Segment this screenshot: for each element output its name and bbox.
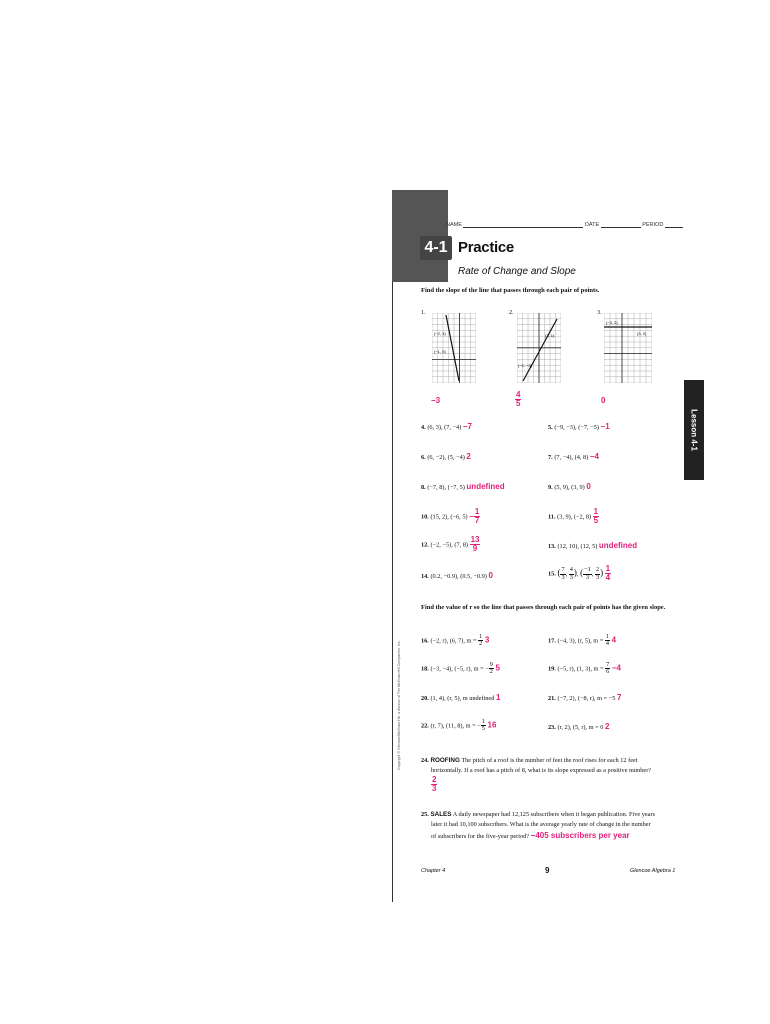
- answer-22: 16: [487, 720, 497, 730]
- problem-22: [421, 719, 496, 733]
- problem-8-number: 8.: [421, 484, 426, 491]
- problem-5: [548, 422, 610, 431]
- problem-4: [421, 422, 472, 431]
- problem-10-number: 10.: [421, 513, 429, 521]
- problem-17-number: 17.: [548, 637, 556, 645]
- answer-24-fraction: [431, 776, 437, 793]
- answer-13: undefined: [598, 541, 638, 550]
- answer-11-den: 5: [593, 516, 599, 525]
- problem-16: [421, 634, 489, 648]
- answer-24-den: 3: [432, 783, 437, 793]
- answer-7: −4: [589, 452, 599, 461]
- problem-24-text-2: horizontally. If a roof has a pitch of 8, what is its slope expressed as a positive number?: [431, 766, 652, 774]
- problem-11-text: (3, 9), (−2, 8): [557, 513, 592, 521]
- problem-17-text: (−4, 3), (r, 5), m =: [557, 637, 604, 645]
- graph-2-point-a: (3, 1): [545, 333, 555, 338]
- problem-19: [548, 662, 621, 676]
- answer-24-num: 2: [432, 774, 437, 784]
- problem-20-text: (1, 4), (r, 5), m undefined: [430, 695, 495, 702]
- answer-8: undefined: [466, 482, 505, 491]
- problem-24-number: 24.: [421, 757, 429, 764]
- problem-13-number: 13.: [548, 543, 556, 550]
- problem-3-number: 3.: [597, 309, 602, 316]
- problem-21-number: 21.: [548, 695, 556, 702]
- answer-21: 7: [616, 693, 622, 702]
- problem-25: [421, 810, 655, 842]
- problem-16-m-den: 2: [479, 640, 483, 648]
- answer-9: 0: [586, 482, 591, 491]
- problem-22-number: 22.: [421, 722, 429, 730]
- problem-16-m-num: 1: [479, 633, 483, 640]
- problem-14-text: (0.2, −0.9), (0.5, −0.9): [430, 573, 487, 580]
- problem-18-number: 18.: [421, 665, 429, 673]
- problem-16-text: (−2, r), (6, 7), m =: [430, 637, 477, 645]
- problem-7-text: (7, −4), (4, 8): [554, 454, 589, 461]
- p15-b: 3: [561, 573, 565, 581]
- problem-8-text: (−7, 8), (−7, 5): [427, 484, 465, 491]
- worksheet-header: [446, 222, 683, 228]
- answer-10-num: 1: [474, 507, 480, 516]
- p15-c: 4: [569, 566, 573, 574]
- answer-10-den: 7: [474, 516, 480, 525]
- problem-1-number: 1.: [421, 309, 426, 316]
- problem-14-number: 14.: [421, 573, 429, 580]
- lesson-side-tab: [684, 380, 704, 480]
- problem-18-m-num: 9: [489, 661, 493, 668]
- problem-10: [421, 508, 480, 525]
- graph-3-point-b: (3, 2): [637, 331, 647, 336]
- problem-9: [548, 482, 591, 491]
- problem-25-text-3: of subscribers for the five-year period?: [431, 832, 530, 840]
- problem-16-number: 16.: [421, 637, 429, 645]
- side-tab-label: Lesson 4-1: [689, 409, 699, 451]
- answer-17: 4: [611, 635, 617, 645]
- graph-3-point-a: (−3, 2): [606, 320, 618, 325]
- footer-page-number: 9: [545, 866, 550, 875]
- problem-24-label: ROOFING: [430, 757, 460, 764]
- name-line: [463, 227, 583, 228]
- answer-15-fraction: [605, 565, 611, 582]
- problem-23-number: 23.: [548, 724, 556, 731]
- problem-19-number: 19.: [548, 665, 556, 673]
- problem-10-text: (15, 2), (−6, 5): [430, 513, 468, 521]
- problem-19-text: (−5, r), (1, 3), m =: [557, 665, 604, 673]
- problem-6-number: 6.: [421, 454, 426, 461]
- problem-15: 15. ( $\frac{7}{3}$ , $\frac{4}{3}$ ), ( $\frac{-1}{3}$ , $\frac{2}{3}$ ) $\frac{1}{4}$: [548, 564, 611, 582]
- problem-21-text: (−7, 2), (−8, r), m = −5: [557, 695, 616, 702]
- problem-5-text: (−9, −3), (−7, −5): [554, 424, 599, 431]
- answer-23: 2: [605, 722, 610, 731]
- graph-1-point-a: (−2, 3): [434, 331, 446, 336]
- graph-1-point-b: (−1, 0): [434, 349, 446, 354]
- answer-20: 1: [495, 693, 501, 702]
- answer-4: −7: [462, 422, 472, 431]
- answer-10-sign: −: [469, 511, 474, 521]
- section2-instruction: Find the value of r so the line that passes through each pair of points has the given slope.: [421, 604, 666, 611]
- problem-6: [421, 452, 471, 461]
- answer-19: −4: [611, 663, 621, 673]
- answer-2-fraction: [515, 391, 521, 408]
- answer-11-num: 1: [593, 507, 599, 516]
- problem-11: [548, 508, 599, 525]
- problem-20: [421, 693, 500, 702]
- answer-1: −3: [431, 396, 441, 405]
- answer-2-den: 5: [516, 399, 521, 408]
- problem-22-text: (r, 7), (11, 8), m = −: [430, 722, 481, 730]
- problem-12-text: (−2, −5), (7, 8): [430, 541, 468, 549]
- problem-2-number: 2.: [509, 309, 514, 316]
- problem-8: [421, 482, 505, 491]
- problem-17-m-num: 1: [605, 633, 610, 640]
- answer-10-fraction: [474, 508, 480, 525]
- problem-19-m-den: 6: [606, 668, 610, 676]
- answer-15: [605, 564, 611, 582]
- problem-11-number: 11.: [548, 513, 556, 521]
- problem-13: [548, 541, 637, 550]
- problem-9-text: (5, 9), (3, 9): [554, 484, 585, 491]
- answer-14: 0: [488, 571, 493, 580]
- copyright-notice: Copyright © Glencoe/McGraw-Hill, a division of The McGraw-Hill Companies, Inc.: [397, 640, 401, 770]
- problem-13-text: (12, 10), (12, 5): [557, 543, 598, 550]
- page-subtitle: Rate of Change and Slope: [458, 266, 576, 277]
- answer-15-den: 4: [605, 573, 611, 582]
- problem-25-label: SALES: [430, 811, 452, 818]
- problem-18: [421, 662, 500, 676]
- answer-16: 3: [484, 635, 490, 645]
- problem-14: [421, 571, 493, 580]
- footer-chapter: Chapter 4: [421, 868, 446, 874]
- answer-15-num: 1: [605, 564, 611, 573]
- name-label: NAME: [446, 222, 462, 228]
- problem-24-text-1: The pitch of a roof is the number of feet the roof rises for each 12 feet: [461, 757, 638, 764]
- answer-2-num: 4: [516, 390, 521, 399]
- p15-a: 7: [561, 566, 565, 574]
- answer-25: −405 subscribers per year: [530, 830, 630, 840]
- answer-12-fraction: [470, 536, 481, 553]
- answer-11: [593, 507, 599, 525]
- problem-7: [548, 452, 599, 461]
- answer-12: [470, 535, 481, 553]
- problem-25-text-1: A daily newspaper had 12,125 subscribers when it began publication. Five years: [452, 811, 656, 818]
- problem-4-number: 4.: [421, 424, 426, 431]
- p15-f: 3: [585, 573, 589, 581]
- problem-4-text: (6, 3), (7, −4): [427, 424, 462, 431]
- p15-g: 2: [595, 566, 600, 574]
- answer-6: 2: [466, 452, 471, 461]
- problem-21: [548, 693, 621, 702]
- problem-22-m-den: 5: [481, 725, 485, 733]
- p15-e: −1: [584, 566, 591, 574]
- answer-18: 5: [495, 663, 500, 673]
- problem-23: [548, 722, 609, 731]
- problem-22-m-num: 1: [481, 718, 485, 725]
- answer-11-fraction: [593, 508, 599, 525]
- problem-18-text: (−3, −4), (−5, r), m = −: [430, 665, 489, 673]
- answer-10: [469, 507, 480, 525]
- problem-19-m-num: 7: [606, 661, 610, 668]
- lesson-number-badge: 4-1: [420, 236, 452, 260]
- answer-12-num: 13: [470, 535, 480, 544]
- problem-6-text: (6, −2), (5, −4): [427, 454, 465, 461]
- problem-24: [421, 756, 651, 793]
- p15-h: 3: [595, 573, 600, 581]
- p15-d: 3: [569, 573, 573, 581]
- graph-2: [517, 313, 561, 383]
- footer-book: Glencoe Algebra 1: [630, 868, 676, 874]
- answer-5: −1: [600, 422, 610, 431]
- answer-2: [515, 391, 521, 408]
- date-line: [601, 227, 641, 228]
- answer-3: 0: [601, 396, 606, 405]
- period-label: PERIOD: [642, 222, 664, 228]
- answer-24: [421, 776, 651, 793]
- graph-1: [432, 313, 476, 383]
- problem-25-text-2: later it had 10,100 subscribers. What is the average yearly rate of change in the number: [431, 820, 651, 828]
- answer-12-den: 9: [472, 544, 478, 553]
- problem-15-number: 15.: [548, 570, 556, 578]
- problem-7-number: 7.: [548, 454, 553, 461]
- problem-18-m-den: 2: [489, 668, 493, 676]
- period-line: [665, 227, 683, 228]
- graph-2-point-b: (−2, −3): [518, 363, 533, 368]
- problem-23-text: (r, 2), (5, r), m = 0: [557, 724, 604, 731]
- problem-17-m-den: 4: [605, 640, 610, 648]
- date-label: DATE: [584, 222, 600, 228]
- problem-12-number: 12.: [421, 541, 429, 549]
- problem-5-number: 5.: [548, 424, 553, 431]
- page-title: Practice: [458, 239, 514, 256]
- problem-12: [421, 536, 480, 553]
- problem-25-number: 25.: [421, 811, 429, 818]
- problem-17: [548, 634, 616, 648]
- section1-instruction: Find the slope of the line that passes through each pair of points.: [421, 287, 600, 294]
- problem-9-number: 9.: [548, 484, 553, 491]
- problem-20-number: 20.: [421, 695, 429, 702]
- graph-3: [604, 313, 652, 383]
